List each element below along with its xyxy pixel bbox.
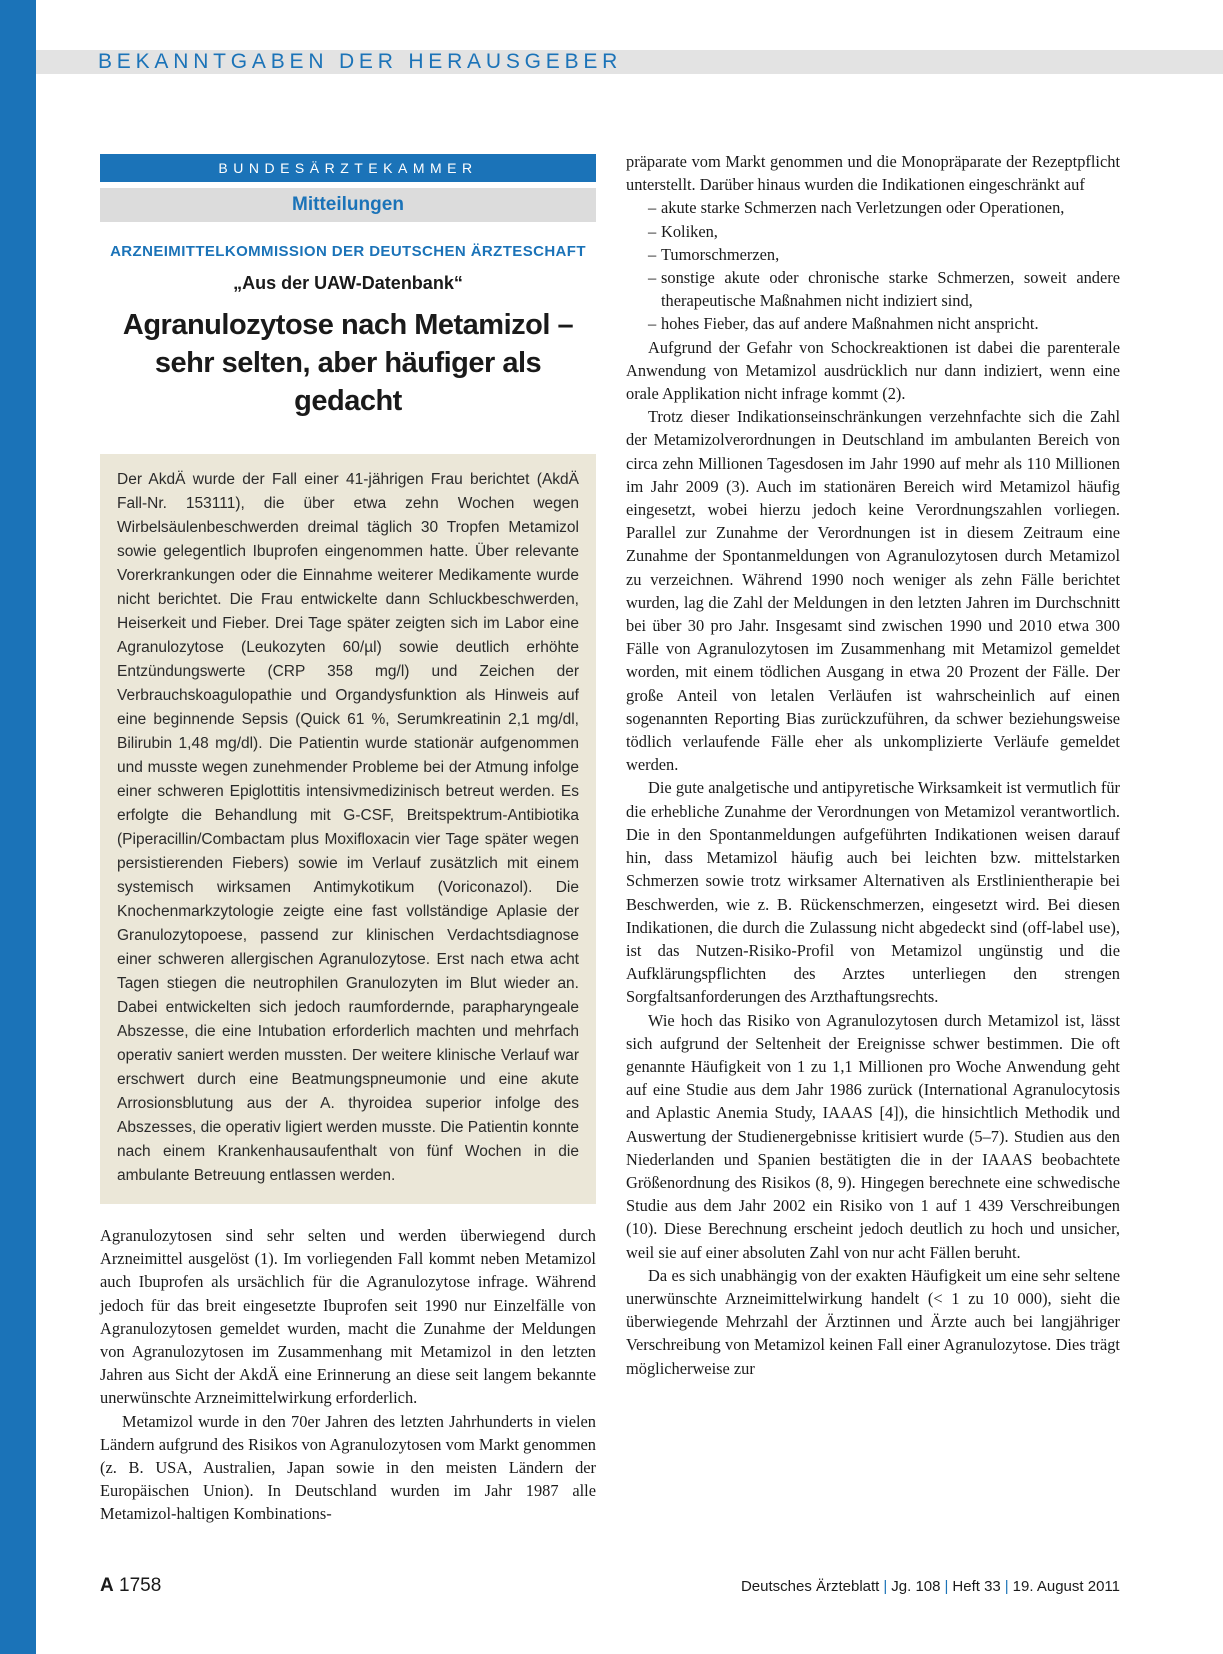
right-body-text — [626, 150, 1120, 1380]
right-column — [626, 150, 1120, 1380]
headline-line-2: sehr selten, aber häufiger als gedacht — [154, 347, 542, 417]
page-number — [100, 1574, 161, 1598]
section-bar: Mitteilungen — [100, 188, 596, 222]
organization-bar: BUNDESÄRZTEKAMMER — [100, 154, 596, 182]
paragraph: Da es sich unabhängig von der exakten Häufigkeit um eine sehr seltene unerwünschte Arzneimittelwirkung handelt (< 1 zu 10 000), sieht die überwiegende Mehrzahl der Ärztinnen und Ärzte auch bei langjähriger Verschreibung von Metamizol keinen Fall einer Agranulozytose. Dies trägt möglicherweise zur — [626, 1265, 1120, 1378]
paragraph: Die gute analgetische und antipyretische Wirksamkeit ist vermutlich für die erhebliche Zunahme der Verordnungen von Metamizol verantwortlich. Die in den Spontanmeldungen aufgeführten Indikationen weisen darauf hin, dass Metamizol häufig auch bei leichten bzw. mittelstarken Schmerzen sowie trotz wirksamer Alternativen als Erstlinientherapie bei Beschwerden, wie z. B. Rückenschmerzen, eingesetzt wird. Bei diesen Indikationen, die durch die Zulassung nicht abgedeckt sind (off-label use), ist das Nutzen-Risiko-Profil von Metamizol ungünstig und die Aufklärungspflichten des Arztes unterliegen den strengen Sorgfaltsanforderungen des Arzthaftungsrechts. — [626, 778, 1120, 1007]
page-prefix: A — [100, 1575, 114, 1596]
case-report-box: Der AkdÄ wurde der Fall einer 41-jährigen Frau berichtet (AkdÄ Fall-Nr. 153111), die über etwa zehn Wochen wegen Wirbelsäulenbeschwerden dreimal täglich 30 Tropfen Metamizol sowie gelegentlich Ibuprofen eingenommen hatte. Über relevante Vorerkrankungen oder die Einnahme weiterer Medikamente wurde nicht berichtet. Die Frau entwickelte dann Schluckbeschwerden, Heiserkeit und Fieber. Drei Tage später zeigten sich im Labor eine Agranulozytose (Leukozyten 60/µl) sowie deutlich erhöhte Entzündungswerte (CRP 358 mg/l) und Zeichen der Verbrauchskoagulopathie und Organdysfunktion als Hinweis auf eine beginnende Sepsis (Quick 61 %, Serumkreatinin 2,1 mg/dl, Bilirubin 1,48 mg/dl). Die Patientin wurde stationär aufgenommen und musste wegen zunehmender Probleme bei der Atmung infolge einer schweren Epiglottitis intensivmedizinisch betreut werden. Es erfolgte die Behandlung mit G-CSF, Breitspektrum-Antibiotika (Piperacillin/Combactam plus Moxifloxacin vier Tage später wegen persistierenden Fiebers) sowie im Verlauf zusätzlich mit einem systemisch wirksamen Antimykotikum (Voriconazol). Die Knochenmarkzytologie zeigte eine fast vollständige Aplasie der Granulozytopoese, passend zur klinischen Verdachtsdiagnose einer schweren allergischen Agranulozytose. Erst nach etwa acht Tagen stiegen die neutrophilen Granulozyten im Blut wieder an. Dabei entwickelten sich jedoch raumfordernde, parapharyngeale Abszesse, die eine Intubation erforderlich machten und mehrfach operativ saniert werden mussten. Der weitere klinische Verlauf war erschwert durch eine Beatmungspneumonie und eine akute Arrosionsblutung aus der A. thyroidea superior infolge des Abszesses, die operativ ligiert werden musste. Die Patientin konnte nach einem Krankenhausaufenthalt von fünf Wochen in die ambulante Betreuung entlassen werden. — [100, 454, 596, 1204]
list-item — [626, 196, 1120, 219]
article-headline — [100, 306, 596, 420]
list-item — [626, 220, 1120, 243]
list-dash: – — [648, 244, 657, 264]
list-dash: – — [648, 268, 657, 288]
paragraph: Agranulozytosen sind sehr selten und werden überwiegend durch Arzneimittel ausgelöst (1). Im vorliegenden Fall kommt neben Metamizol auch Ibuprofen als ursächlich für die Agranulozytose infrage. Während jedoch für das breit eingesetzte Ibuprofen seit 1990 nur Einzelfälle von Agranulozytosen gemeldet wurden, macht die Zunahme der Meldungen von Agranulozytosen im Zusammenhang mit Metamizol in den letzten Jahren aus Sicht der AkdÄ eine Erinnerung an diese seit langem bekannte unerwünschte Arzneimittelwirkung erforderlich. — [100, 1226, 596, 1408]
paragraph: Aufgrund der Gefahr von Schockreaktionen ist dabei die parenterale Anwendung von Metamizol ausdrücklich nur dann indiziert, wenn eine orale Applikation nicht infrage kommt (2). — [626, 337, 1120, 404]
list-item — [626, 266, 1120, 312]
list-item-text: akute starke Schmerzen nach Verletzungen oder Operationen, — [661, 198, 1065, 218]
list-item — [626, 243, 1120, 266]
series-title: „Aus der UAW-Datenbank“ — [233, 273, 463, 293]
indication-list — [626, 196, 1120, 335]
left-column — [100, 154, 596, 1526]
paragraph: Metamizol wurde in den 70er Jahren des letzten Jahrhunderts in vielen Ländern aufgrund des Risikos von Agranulozytosen vom Markt genommen (z. B. USA, Australien, Japan sowie in den meisten Ländern der Europäischen Union). In Deutschland wurden im Jahr 1987 alle Metamizol-haltigen Kombinations- — [100, 1411, 596, 1524]
list-dash: – — [648, 221, 657, 241]
list-item-text: hohes Fieber, das auf andere Maßnahmen nicht anspricht. — [661, 314, 1039, 334]
list-item-text: sonstige akute oder chronische starke Schmerzen, soweit andere therapeutische Maßnahmen nicht indiziert sind, — [661, 268, 1120, 311]
footer-separator: | — [1004, 1578, 1009, 1595]
page-number-value: 1758 — [119, 1575, 162, 1596]
list-item — [626, 312, 1120, 335]
commission-heading: ARZNEIMITTELKOMMISSION DER DEUTSCHEN ÄRZTESCHAFT — [110, 243, 586, 260]
paragraph: präparate vom Markt genommen und die Monopräparate der Rezeptpflicht unterstellt. Darüber hinaus wurden die Indikationen eingeschränkt auf — [626, 152, 1120, 195]
section-header: BEKANNTGABEN DER HERAUSGEBER — [98, 50, 623, 73]
list-dash: – — [648, 314, 657, 334]
headline-line-1: Agranulozytose nach Metamizol – — [122, 309, 574, 341]
journal-issue: Heft 33 — [952, 1578, 1001, 1595]
journal-date: 19. August 2011 — [1012, 1578, 1120, 1595]
list-dash: – — [648, 198, 657, 218]
sidebar-stripe — [0, 0, 36, 1654]
journal-name: Deutsches Ärzteblatt — [740, 1578, 880, 1595]
paragraph: Trotz dieser Indikationseinschränkungen verzehnfachte sich die Zahl der Metamizolverordnungen in Deutschland im ambulanten Bereich von circa zehn Millionen Tagesdosen im Jahr 1990 auf mehr als 110 Millionen im Jahr 2009 (3). Auch im stationären Bereich wird Metamizol häufig eingesetzt, wobei hierzu jedoch keine Verordnungszahlen vorliegen. Parallel zur Zunahme der Verordnungen ist in diesem Zeitraum eine Zunahme der Spontanmeldungen von Agranulozytosen durch Metamizol zu verzeichnen. Während 1990 noch weniger als zehn Fälle berichtet wurden, lag die Zahl der Meldungen in den letzten Jahren im Durchschnitt bei über 30 pro Jahr. Insgesamt sind zwischen 1990 und 2010 etwa 300 Fälle von Agranulozytosen im Zusammenhang mit Metamizol gemeldet worden, mit einem tödlichen Ausgang in etwa 20 Prozent der Fälle. Der große Anteil von letalen Verläufen ist wahrscheinlich auf einen sogenannten Reporting Bias zurückzuführen, da schwer beziehungsweise tödlich verlaufende Fälle eher als unkomplizierte Verläufe gemeldet werden. — [626, 407, 1120, 775]
journal-footer — [741, 1576, 1120, 1598]
paragraph: Wie hoch das Risiko von Agranulozytosen durch Metamizol ist, lässt sich aufgrund der Seltenheit der Ereignisse schwer bestimmen. Die oft genannte Häufigkeit von 1 zu 1,1 Millionen pro Woche Anwendung geht auf eine Studie aus dem Jahr 1986 zurück (International Agranulocytosis and Aplastic Anemia Study, IAAAS [4]), die hinsichtlich Methodik und Auswertung der Studienergebnisse kritisiert wurde (5–7). Studien aus den Niederlanden und Spanien bestätigten die in der IAAAS beobachtete Größenordnung des Risikos (8, 9). Hingegen berechnete eine schwedische Studie aus dem Jahr 2002 ein Risiko von 1 auf 1 439 Verschreibungen (10). Diese Berechnung erscheint jedoch deutlich zu hoch und unsicher, weil sie auf einer absoluten Zahl von nur acht Fällen beruht. — [626, 1010, 1120, 1262]
journal-volume: Jg. 108 — [891, 1578, 941, 1595]
list-item-text: Tumorschmerzen, — [661, 244, 780, 264]
footer-separator: | — [944, 1578, 949, 1595]
left-body-text — [100, 1224, 596, 1526]
footer-separator: | — [883, 1578, 888, 1595]
list-item-text: Koliken, — [661, 221, 718, 241]
